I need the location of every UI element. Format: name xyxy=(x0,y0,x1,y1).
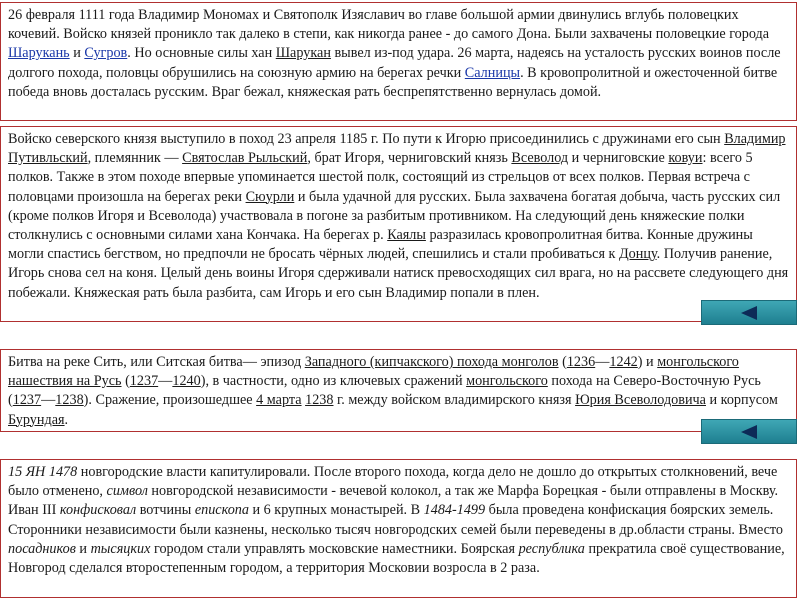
link-sugrov[interactable]: Сугров xyxy=(84,45,128,62)
link-march-4[interactable]: 4 марта xyxy=(256,392,302,409)
link-vsevolod[interactable]: Всеволод xyxy=(511,150,569,167)
link-burundai[interactable]: Бурундая xyxy=(8,411,65,428)
link-year-1238-b[interactable]: 1238 xyxy=(305,392,334,409)
link-kayala[interactable]: Каялы xyxy=(387,227,426,244)
paragraph: Битва на реке Сить, или Ситская битва— эпизод Западного (кипчакского) похода монголов (1236—1242) и монгольского нашествия на Русь (1237—1240), в частности, одно из ключевых сражений монгольского похода на Северо-Восточную Русь (1237—1238). Сражение, произошедшее 4 марта 1238 г. между войском владимирского князя Юрия Всеволодовича и корпусом Бурундая. xyxy=(8,354,778,428)
link-year-1242[interactable]: 1242 xyxy=(609,354,638,370)
link-mongol[interactable]: монгольского xyxy=(466,373,548,390)
text-block-novgorod xyxy=(0,459,797,598)
text-block-vladimir-monomakh xyxy=(0,2,797,121)
link-year-1238[interactable]: 1238 xyxy=(55,392,84,409)
left-triangle-icon xyxy=(741,425,757,439)
link-year-1237-b[interactable]: 1237 xyxy=(12,392,42,409)
link-mongol-invasion[interactable]: монгольского нашествия на Русь xyxy=(8,354,739,390)
link-yuri-vsevolodovich[interactable]: Юрия Всеволодовича xyxy=(575,392,706,409)
link-svyatoslav-rylsky[interactable]: Святослав Рыльский xyxy=(182,150,308,167)
link-kovui[interactable]: ковуи xyxy=(668,150,703,167)
link-western-campaign[interactable]: Западного (кипчакского) похода монголов xyxy=(304,354,559,370)
paragraph: Войско северского князя выступило в поход 23 апреля 1185 г. По пути к Игорю присоединились с дружинами его сын Владимир Путивльский, племянник — Святослав Рыльский, брат Игоря, черниговский князь Всеволод и черниговские ковуи: всего 5 полков. Также в этом походе впервые упоминается шестой полк, состоящий из стрельцов от всех полков. Первая встреча с половцами произошла на берегах реки Сюурли и была удачной для русских. Была захвачена богатая добыча, часть русских сил (кроме полков Игоря и Всеволода) участвовала в погоне за разбитым противником. На следующий день княжеские полки столкнулись с основными силами хана Кончака. На берегах р. Каялы разразилась кровопролитная битва. Конные дружины могли спастись бегством, но предпочли не бросать чёрных людей, спешились и стали пробиваться к Донцу. Получив ранение, Игорь снова сел на коня. Целый день воины Игоря сдерживали натиск превосходящих сил врага, но на рассвете следующего дня побежали. Княжеская рать была разбита, сам Игорь и его сын Владимир попали в плен. xyxy=(8,131,789,301)
link-donets[interactable]: Донцу xyxy=(618,246,657,263)
paragraph: 15 ЯН 1478 новгородские власти капитулировали. После второго похода, когда дело не дошло до открытых столкновений, вече было отменено, символ новгородской независимости - вечевой колокол, а так же Марфа Борецкая - были отправлены в Москву. Иван III конфисковал вотчины епископа и 6 крупных монастырей. В 1484-1499 была проведена конфискация боярских земель. Сторонники независимости были казнены, несколько тысяч новгородских семей были переведены в др.области страны. Вместо посадников и тысяцких городом стали управлять московские наместники. Боярская республика прекратила своё существование, Новгород сделался второстепенным городом, а территория Московии возросла в 2 раза. xyxy=(8,464,785,577)
text-block-sit-battle xyxy=(0,349,797,432)
left-triangle-icon xyxy=(741,306,757,320)
link-syurli[interactable]: Сюурли xyxy=(245,188,295,205)
link-year-1236[interactable]: 1236 xyxy=(566,354,596,370)
paragraph: 26 февраля 1111 года Владимир Мономах и Святополк Изяславич во главе большой армии двинулись вглубь половецких кочевий. Войско князей проникло так далеко в степи, как никогда ранее - до самого Дона. Были захвачены половецкие города Шарукань и Сугров. Но основные силы хан Шарукан вывел из-под удара. 26 марта, надеясь на усталость русских воинов после долгого похода, половцы обрушились на союзную армию на берегах речки Салницы. В кровопролитной и ожесточенной битве победа вновь досталась русским. Враг бежал, княжеская рать беспрепятственно вернулась домой. xyxy=(8,7,781,100)
link-year-1237[interactable]: 1237 xyxy=(129,373,159,390)
back-button[interactable] xyxy=(701,300,797,325)
link-year-1240[interactable]: 1240 xyxy=(172,373,201,390)
link-salnitsa[interactable]: Салницы xyxy=(464,64,521,81)
link-vladimir-putivlsky[interactable]: Владимир Путивльский xyxy=(8,131,786,167)
back-button[interactable] xyxy=(701,419,797,444)
link-khan-sharukan[interactable]: Шарукан xyxy=(275,45,331,62)
link-sharukan-city[interactable]: Шарукань xyxy=(8,45,70,62)
text-block-igor-campaign xyxy=(0,126,797,322)
